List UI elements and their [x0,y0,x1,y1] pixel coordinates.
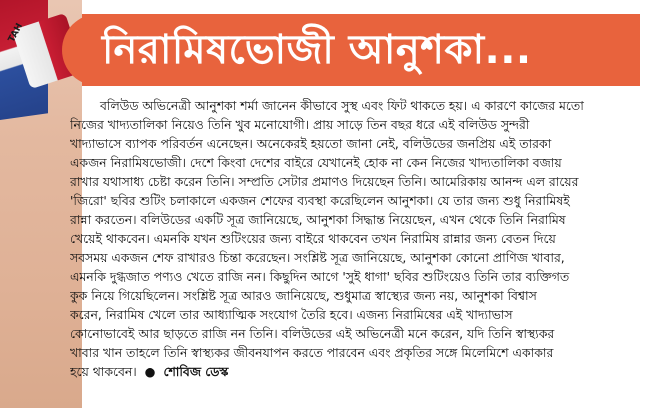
article-line: বলিউড অভিনেত্রী আনুশকা শর্মা জানেন কীভাবে সুস্থ এবং ফিট থাকতে হয়। এ কারণে কাজের মতো [100,98,584,113]
photo-text: TAH [6,21,26,45]
article-line: রান্না করতেন। বলিউডের একটি সূত্র জানিয়েছে, আনুশকা সিদ্ধান্ত নিয়েছেন, এখন থেকে তিনি নিরামিষ [70,212,566,227]
article-line: একজন নিরামিষভোজী। দেশে কিংবা দেশের বাইরে যেখানেই হোক না কেন নিজের খাদ্যতালিকা বজায় [70,155,562,170]
article-line: এমনকি দুগ্ধজাত পণ্যও খেতে রাজি নন। কিছুদিন আগে 'সুই ধাগা' ছবির শুটিংয়েও তিনি তার ব্যক্তিগত [70,269,570,284]
article-line: 'জিরো' ছবির শুটিং চলাকালে একজন শেফের ব্যবস্থা করেছিলেন আনুশকা। যে তার জন্য শুধু নিরামিষই [70,193,570,208]
article-line: খাদ্যাভাসে ব্যাপক পরিবর্তন এনেছেন। অনেকেরই হয়তো জানা নেই, বলিউডের জনপ্রিয় এই তারকা [70,136,552,151]
article-last-line [70,362,642,381]
article-line: কোনোভাবেই আর ছাড়তে রাজি নন তিনি। বলিউডের এই অভিনেত্রী মনে করেন, যদি তিনি স্বাস্থ্যকর [70,326,555,341]
article-line-end: হয়ে থাকবেন। [70,364,137,379]
byline: শোবিজ ডেস্ক [163,364,229,379]
article-line: কুক নিয়ে গিয়েছিলেন। সংশ্লিষ্ট সূত্র আরও জানিয়েছে, শুধুমাত্র স্বাস্থ্যের জন্য নয়, আনুশকা বিশ্বাস [70,288,537,303]
article-line: নিজের খাদ্যতালিকা নিয়েও তিনি খুব মনোযোগী। প্রায় সাড়ে তিন বছর ধরে এই বলিউড সুন্দরী [70,117,530,132]
article-line: রাখার যথাসাধ্য চেষ্টা করেন তিনি। সম্প্রতি সেটার প্রমাণও দিয়েছেন তিনি। আমেরিকায় আনন্দ এল রায়ের [70,174,579,189]
headline: নিরামিষভোজী আনুশকা... [102,27,532,73]
bullet-icon: ● [144,364,156,379]
article-body [70,96,642,400]
article-line: খাবার খান তাহলে তিনি স্বাস্থ্যকর জীবনযাপন করতে পারবেন এবং প্রকৃতির সঙ্গে মিলেমিশে একাকার [70,345,554,360]
article-line: সবসময় একজন শেফ রাখারও চিন্তা করেছেন। সংশ্লিষ্ট সূত্র জানিয়েছে, আনুশকা কোনো প্রাণিজ খাবার, [70,250,565,265]
article-line: করেন, নিরামিষ খেলে তার আধ্যাত্মিক সংযোগ তৈরি হবে। এজন্য নিরামিষের এই খাদ্যাভাস [70,307,513,322]
article-line: খেয়েই থাকবেন। এমনকি যখন শুটিংয়ের জন্য বাইরে থাকবেন তখন নিরামিষ রান্নার জন্য বেতন দিয়ে [70,231,556,246]
